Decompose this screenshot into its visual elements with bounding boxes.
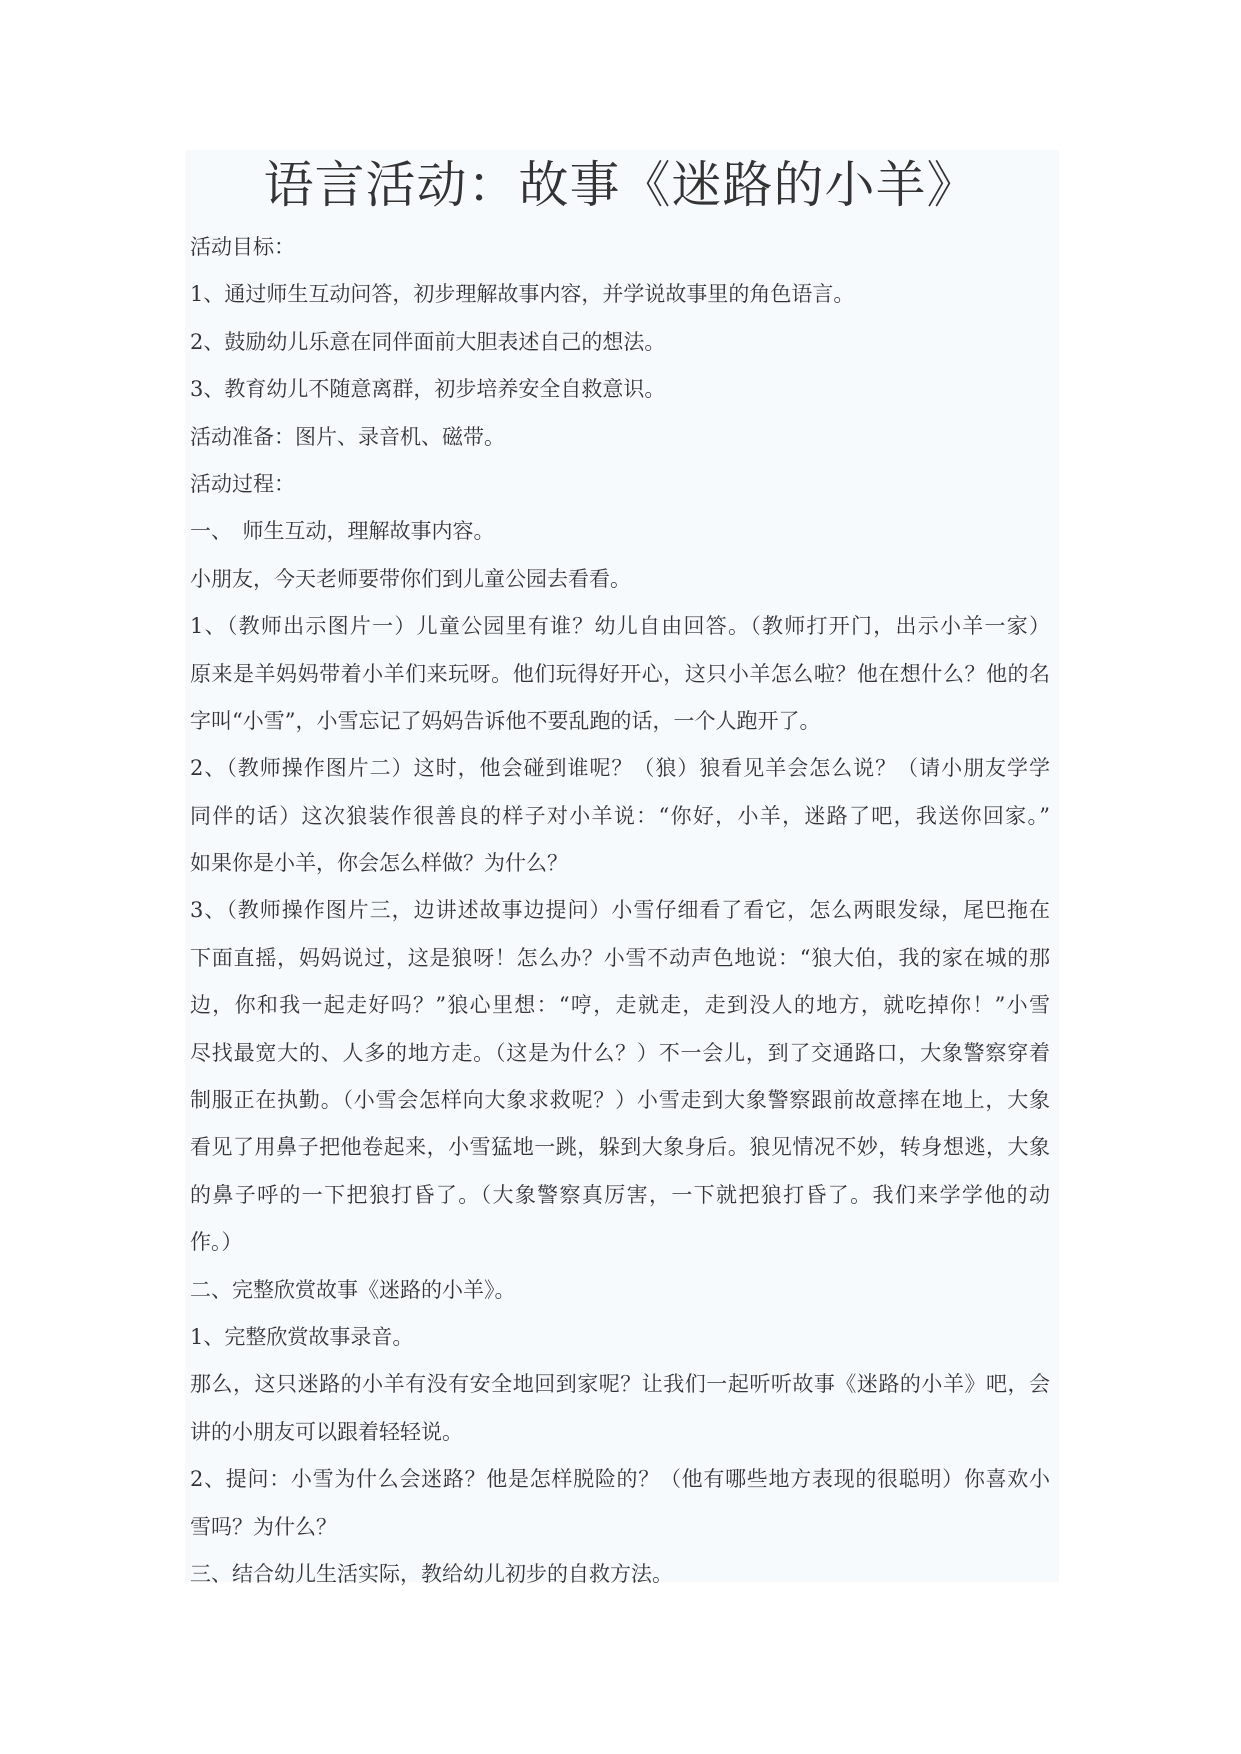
text-line: 2、提问：小雪为什么会迷路？他是怎样脱险的？（他有哪些地方表现的很聪明）你喜欢小 bbox=[190, 1467, 1050, 1492]
text-line: 雪吗？为什么？ bbox=[190, 1514, 337, 1539]
text-line: 1、完整欣赏故事录音。 bbox=[190, 1324, 414, 1349]
text-line: 2、鼓励幼儿乐意在同伴面前大胆表述自己的想法。 bbox=[190, 329, 666, 354]
text-line: 2、（教师操作图片二）这时，他会碰到谁呢？（狼）狼看见羊会怎么说？（请小朋友学学 bbox=[190, 756, 1050, 781]
text-line: 边，你和我一起走好吗？”狼心里想：“哼，走就走，走到没人的地方，就吃掉你！”小雪 bbox=[190, 993, 1050, 1018]
text-line: 讲的小朋友可以跟着轻轻说。 bbox=[190, 1419, 463, 1444]
text-line: 看见了用鼻子把他卷起来，小雪猛地一跳，躲到大象身后。狼见情况不妙，转身想逃，大象 bbox=[190, 1135, 1050, 1160]
text-line: 制服正在执勤。（小雪会怎样向大象求救呢？）小雪走到大象警察跟前故意摔在地上，大象 bbox=[190, 1088, 1050, 1113]
text-line: 1、通过师生互动问答，初步理解故事内容，并学说故事里的角色语言。 bbox=[190, 282, 855, 307]
text-line: 1、（教师出示图片一）儿童公园里有谁？幼儿自由回答。（教师打开门，出示小羊一家） bbox=[190, 614, 1050, 639]
text-line: 三、结合幼儿生活实际，教给幼儿初步的自救方法。 bbox=[190, 1561, 673, 1586]
text-line: 3、（教师操作图片三，边讲述故事边提问）小雪仔细看了看它，怎么两眼发绿，尾巴拖在 bbox=[190, 898, 1050, 923]
text-line: 小朋友，今天老师要带你们到儿童公园去看看。 bbox=[190, 566, 631, 591]
text-line: 作。） bbox=[190, 1230, 243, 1255]
text-line: 一、 师生互动，理解故事内容。 bbox=[190, 519, 495, 544]
text-line: 下面直摇，妈妈说过，这是狼呀！怎么办？小雪不动声色地说：“狼大伯，我的家在城的那 bbox=[190, 945, 1050, 970]
text-line: 那么，这只迷路的小羊有没有安全地回到家呢？让我们一起听听故事《迷路的小羊》吧，会 bbox=[190, 1372, 1050, 1397]
text-line: 同伴的话）这次狼装作很善良的样子对小羊说：“你好，小羊，迷路了吧，我送你回家。” bbox=[190, 803, 1050, 828]
text-line: 3、教育幼儿不随意离群，初步培养安全自救意识。 bbox=[190, 377, 666, 402]
text-line: 字叫“小雪”，小雪忘记了妈妈告诉他不要乱跑的话，一个人跑开了。 bbox=[190, 708, 821, 733]
text-line: 如果你是小羊，你会怎么样做？为什么？ bbox=[190, 851, 568, 876]
text-line: 活动过程： bbox=[190, 471, 295, 496]
document-body bbox=[190, 224, 1070, 1598]
text-line: 原来是羊妈妈带着小羊们来玩呀。他们玩得好开心，这只小羊怎么啦？他在想什么？他的名 bbox=[190, 661, 1050, 686]
text-line: 二、完整欣赏故事《迷路的小羊》。 bbox=[190, 1277, 516, 1302]
text-line: 活动准备：图片、录音机、磁带。 bbox=[190, 424, 505, 449]
text-line: 的鼻子呼的一下把狼打昏了。（大象警察真厉害，一下就把狼打昏了。我们来学学他的动 bbox=[190, 1182, 1050, 1207]
text-line: 活动目标： bbox=[190, 235, 295, 259]
text-line: 尽找最宽大的、人多的地方走。（这是为什么？）不一会儿，到了交通路口，大象警察穿着 bbox=[190, 1040, 1050, 1065]
document-title: 语言活动：故事《迷路的小羊》 bbox=[263, 156, 978, 214]
